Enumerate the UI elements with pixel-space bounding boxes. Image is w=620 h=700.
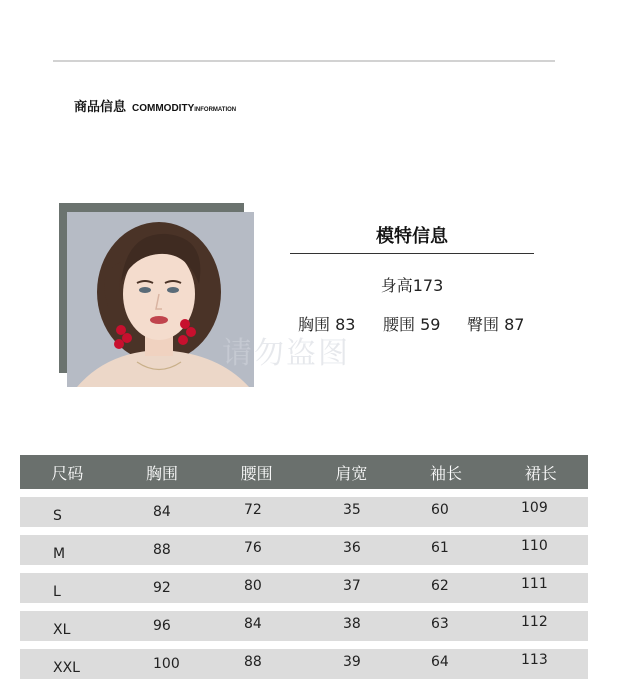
section-title-en-small: INFORMATION	[194, 107, 237, 113]
header-waist: 腰围	[240, 463, 273, 483]
cell-shoulder: 39	[343, 654, 361, 670]
model-waist: 腰围 59	[383, 315, 441, 334]
cell-dress-length: 110	[521, 538, 548, 554]
cell-shoulder: 37	[343, 578, 361, 594]
cell-bust: 84	[153, 504, 171, 520]
header-dress-length: 裙长	[524, 463, 557, 483]
cell-bust: 88	[153, 542, 171, 558]
cell-dress-length: 113	[521, 652, 548, 668]
header-shoulder: 肩宽	[335, 463, 368, 483]
cell-sleeve: 60	[431, 502, 449, 518]
section-title-en: COMMODITY	[132, 103, 195, 114]
cell-waist: 76	[244, 540, 262, 556]
cell-size: L	[53, 584, 61, 600]
cell-waist: 84	[244, 616, 262, 632]
header-sleeve: 袖长	[430, 463, 463, 483]
top-divider	[53, 60, 555, 62]
model-height: 身高173	[380, 276, 444, 295]
header-bust: 胸围	[146, 463, 179, 483]
section-title-cn: 商品信息	[74, 100, 127, 115]
cell-dress-length: 109	[521, 500, 548, 516]
cell-size: S	[53, 508, 62, 524]
watermark: 请勿盗图	[222, 336, 350, 371]
cell-bust: 100	[153, 656, 180, 672]
table-row	[20, 573, 588, 603]
header-size: 尺码	[51, 463, 84, 483]
size-table	[20, 455, 588, 679]
table-row	[20, 611, 588, 641]
size-table-header	[20, 455, 588, 489]
cell-shoulder: 35	[343, 502, 361, 518]
cell-sleeve: 63	[431, 616, 449, 632]
section-heading	[74, 96, 236, 115]
model-info-title: 模特信息	[376, 226, 448, 247]
cell-bust: 92	[153, 580, 171, 596]
model-info-divider	[290, 253, 534, 254]
cell-size: M	[53, 546, 66, 562]
table-row	[20, 535, 588, 565]
model-hip: 臀围 87	[467, 315, 525, 334]
cell-waist: 80	[244, 578, 262, 594]
cell-waist: 72	[244, 502, 262, 518]
cell-size: XL	[53, 622, 71, 638]
cell-shoulder: 36	[343, 540, 361, 556]
cell-sleeve: 62	[431, 578, 449, 594]
cell-size: XXL	[53, 660, 80, 676]
cell-dress-length: 112	[521, 614, 548, 630]
cell-shoulder: 38	[343, 616, 361, 632]
model-bust: 胸围 83	[298, 315, 356, 334]
cell-waist: 88	[244, 654, 262, 670]
cell-bust: 96	[153, 618, 171, 634]
cell-dress-length: 111	[521, 576, 548, 592]
cell-sleeve: 64	[431, 654, 449, 670]
table-row	[20, 649, 588, 679]
cell-sleeve: 61	[431, 540, 449, 556]
table-row	[20, 497, 588, 527]
